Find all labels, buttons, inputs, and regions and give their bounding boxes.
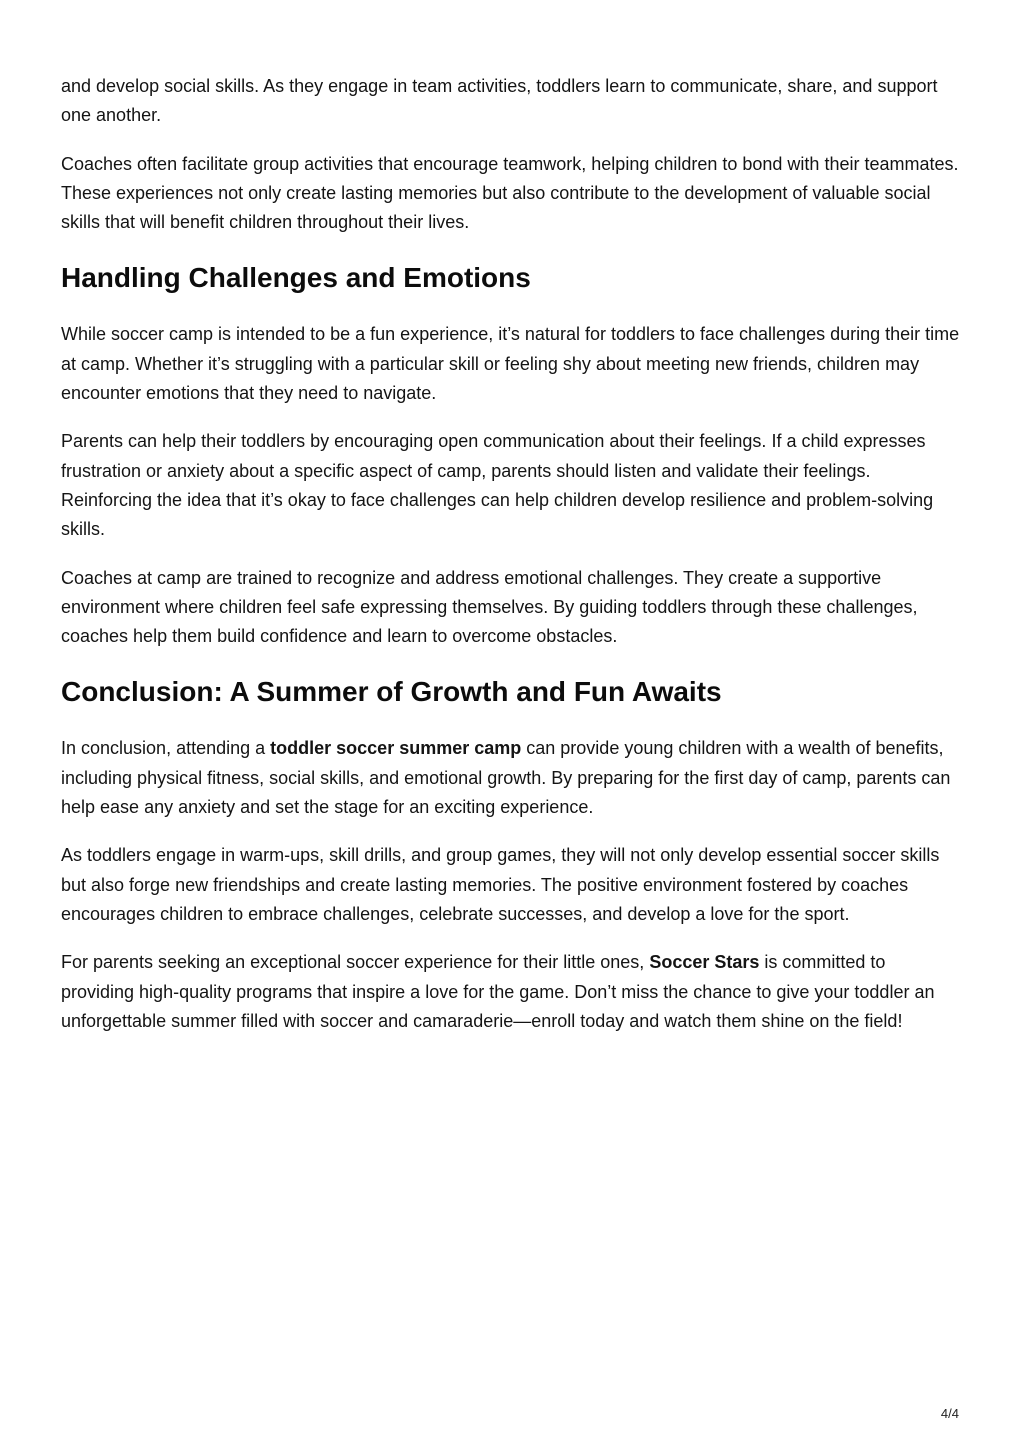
conclusion-paragraph-2: As toddlers engage in warm-ups, skill drills, and group games, they will not only develop essential soccer skills but also forge new friendships and create lasting memories. The positive environment fostered by coaches encourages children to embrace challenges, celebrate successes, and develop a love for the sport. [61,845,940,924]
challenges-paragraph-2: Parents can help their toddlers by encouraging open communication about their feelings. If a child expresses frustration or anxiety about a specific aspect of camp, parents should listen and validate their feelings. Reinforcing the idea that it’s okay to face challenges can help children develop resilience and problem-solving skills. [61,431,934,540]
challenges-paragraph-1: While soccer camp is intended to be a fun experience, it’s natural for toddlers to face challenges during their time at camp. Whether it’s struggling with a particular skill or feeling shy about meeting new friends, children may encounter emotions that they need to navigate. [61,324,960,404]
camp-keyword-bold: toddler soccer summer camp [270,738,522,759]
challenges-paragraph-3: Coaches at camp are trained to recognize and address emotional challenges. They create a supportive environment where children feel safe expressing themselves. By guiding toddlers through these challenges, coaches help them build confidence and learn to overcome obstacles. [61,567,918,647]
document-page [61,72,961,1055]
conclusion-p3-text-end: is committed to providing high-quality programs that inspire a love for the game. Don’t miss the chance to give your toddler an unforgettable summer filled with soccer and camaraderie—enroll today and watch them shine on the field! [61,952,935,1031]
conclusion-p3-text-start: For parents seeking an exceptional soccer experience for their little ones, [61,952,650,973]
challenges-heading: Handling Challenges and Emotions [61,262,531,294]
conclusion-heading: Conclusion: A Summer of Growth and Fun Awaits [61,676,722,708]
intro-paragraph-1: and develop social skills. As they engage in team activities, toddlers learn to communicate, share, and support one another. [61,76,938,126]
conclusion-paragraph-1 [61,734,961,822]
brand-name-bold: Soccer Stars [649,952,760,973]
page-number: 4/4 [940,1406,959,1421]
conclusion-p1-text-start: In conclusion, attending a [61,738,271,759]
conclusion-p1-text-end: can provide young children with a wealth of benefits, including physical fitness, social skills, and emotional growth. By preparing for the first day of camp, parents can help ease any anxiety and set the stage for an exciting experience. [61,738,951,818]
intro-paragraph-2: Coaches often facilitate group activities that encourage teamwork, helping children to bond with their teammates. These experiences not only create lasting memories but also contribute to the development of valuable social skills that will benefit children throughout their lives. [61,153,959,233]
conclusion-paragraph-3 [61,948,961,1036]
